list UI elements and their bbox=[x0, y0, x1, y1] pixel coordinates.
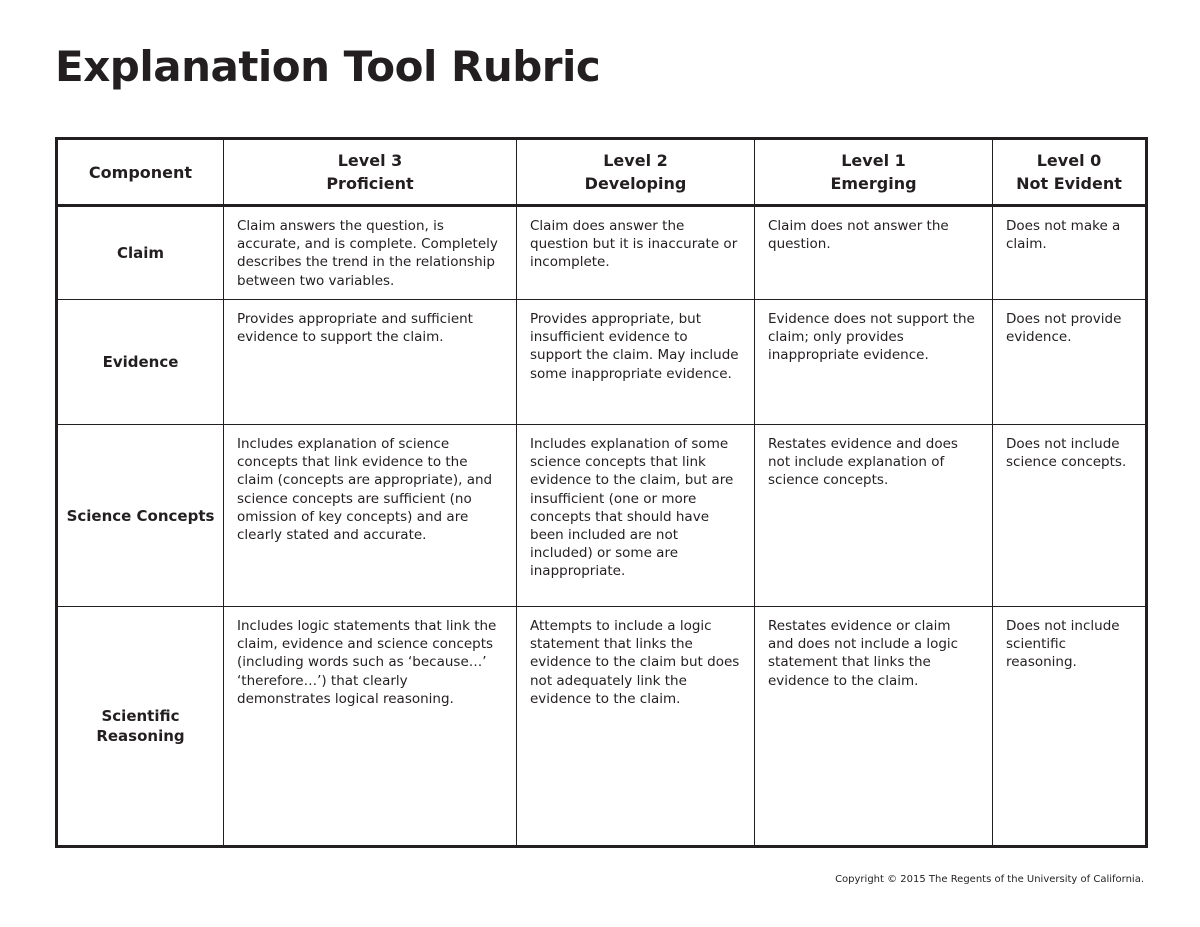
header-level-1-number: Level 1 bbox=[841, 151, 906, 170]
header-row bbox=[57, 139, 1147, 206]
component-evidence: Evidence bbox=[57, 300, 224, 425]
copyright-notice: Copyright © 2015 The Regents of the University of California. bbox=[835, 874, 1144, 885]
component-scientific-reasoning: Scientific Reasoning bbox=[57, 607, 224, 847]
cell-scientific-reasoning-level-0: Does not include scientific reasoning. bbox=[993, 607, 1147, 847]
header-component: Component bbox=[57, 139, 224, 206]
table-row-science-concepts bbox=[57, 425, 1147, 607]
header-level-0-name: Not Evident bbox=[1016, 174, 1122, 193]
cell-evidence-level-0: Does not provide evidence. bbox=[993, 300, 1147, 425]
header-level-3 bbox=[224, 139, 517, 206]
header-level-3-number: Level 3 bbox=[337, 151, 403, 170]
header-level-2-name: Developing bbox=[584, 174, 687, 193]
cell-scientific-reasoning-level-1: Restates evidence or claim and does not include a logic statement that links the evidence to the claim. bbox=[755, 607, 993, 847]
cell-science-concepts-level-2: Includes explanation of some science concepts that link evidence to the claim, but are insufficient (one or more concepts that should have been included are not included) or some are inappropriate. bbox=[517, 425, 755, 607]
header-level-3-name: Proficient bbox=[326, 174, 414, 193]
rubric-table bbox=[55, 137, 1148, 848]
cell-evidence-level-2: Provides appropriate, but insufficient evidence to support the claim. May include some inappropriate evidence. bbox=[517, 300, 755, 425]
header-level-2-number: Level 2 bbox=[603, 151, 668, 170]
table-row-claim bbox=[57, 206, 1147, 300]
cell-claim-level-0: Does not make a claim. bbox=[993, 206, 1147, 300]
cell-evidence-level-1: Evidence does not support the claim; only provides inappropriate evidence. bbox=[755, 300, 993, 425]
header-level-0 bbox=[993, 139, 1147, 206]
page-title: Explanation Tool Rubric bbox=[55, 42, 601, 91]
cell-scientific-reasoning-level-3: Includes logic statements that link the claim, evidence and science concepts (including words such as ‘because…’ ‘therefore…’) that clearly demonstrates logical reasoning. bbox=[224, 607, 517, 847]
component-claim: Claim bbox=[57, 206, 224, 300]
header-level-2 bbox=[517, 139, 755, 206]
cell-science-concepts-level-3: Includes explanation of science concepts that link evidence to the claim (concepts are appropriate), and science concepts are sufficient (no omission of key concepts) and are clearly stated and accurate. bbox=[224, 425, 517, 607]
header-level-1-name: Emerging bbox=[830, 174, 917, 193]
header-level-0-number: Level 0 bbox=[1036, 151, 1102, 170]
table-row-scientific-reasoning bbox=[57, 607, 1147, 847]
table-row-evidence bbox=[57, 300, 1147, 425]
cell-scientific-reasoning-level-2: Attempts to include a logic statement that links the evidence to the claim but does not adequately link the evidence to the claim. bbox=[517, 607, 755, 847]
cell-science-concepts-level-0: Does not include science concepts. bbox=[993, 425, 1147, 607]
cell-science-concepts-level-1: Restates evidence and does not include explanation of science concepts. bbox=[755, 425, 993, 607]
header-level-1 bbox=[755, 139, 993, 206]
cell-claim-level-3: Claim answers the question, is accurate, and is complete. Completely describes the trend in the relationship between two variables. bbox=[224, 206, 517, 300]
cell-claim-level-1: Claim does not answer the question. bbox=[755, 206, 993, 300]
cell-claim-level-2: Claim does answer the question but it is inaccurate or incomplete. bbox=[517, 206, 755, 300]
component-science-concepts: Science Concepts bbox=[57, 425, 224, 607]
cell-evidence-level-3: Provides appropriate and sufficient evidence to support the claim. bbox=[224, 300, 517, 425]
